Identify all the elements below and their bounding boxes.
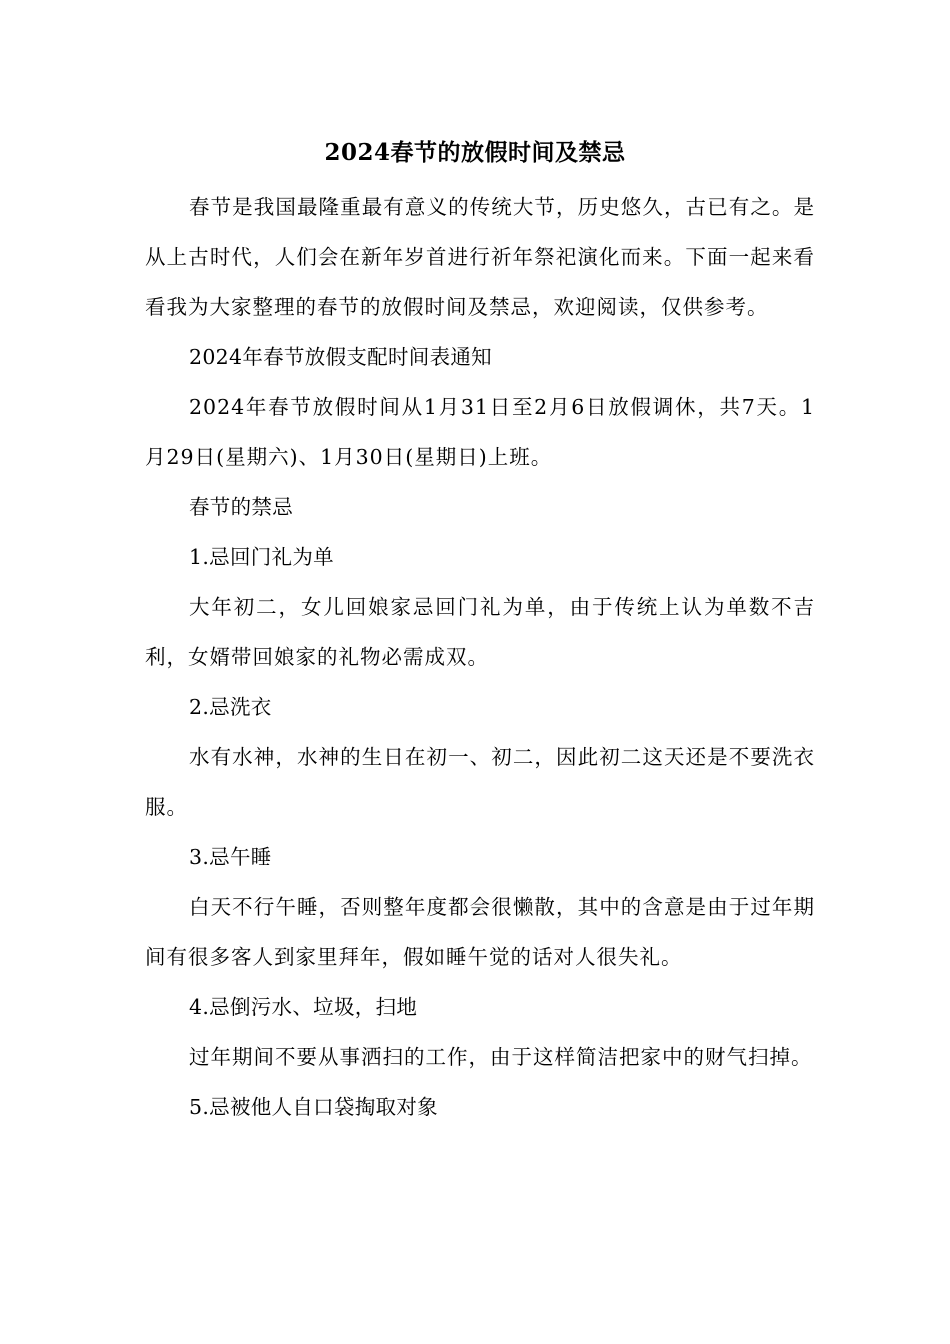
taboo-paragraph-3: 白天不行午睡，否则整年度都会很懒散，其中的含意是由于过年期间有很多客人到家里拜年，假如睡午觉的话对人很失礼。 — [145, 895, 815, 969]
section-heading-holiday-notice: 2024年春节放假支配时间表通知 — [189, 345, 492, 369]
taboo-heading-2: 2.忌洗衣 — [189, 695, 272, 719]
taboo-heading-3: 3.忌午睡 — [189, 845, 272, 869]
taboo-heading-5: 5.忌被他人自口袋掏取对象 — [189, 1095, 438, 1119]
document-body — [145, 182, 815, 1132]
document-title: 2024春节的放假时间及禁忌 — [324, 139, 626, 166]
section-heading-taboos: 春节的禁忌 — [189, 495, 293, 519]
taboo-paragraph-1: 大年初二，女儿回娘家忌回门礼为单，由于传统上认为单数不吉利，女婿带回娘家的礼物必需成双。 — [145, 595, 815, 669]
taboo-heading-4: 4.忌倒污水、垃圾，扫地 — [189, 995, 418, 1019]
taboo-heading-1: 1.忌回门礼为单 — [189, 545, 334, 569]
intro-paragraph: 春节是我国最隆重最有意义的传统大节，历史悠久，古已有之。是从上古时代，人们会在新年岁首进行祈年祭祀演化而来。下面一起来看看我为大家整理的春节的放假时间及禁忌，欢迎阅读，仅供参考。 — [145, 195, 815, 319]
taboo-paragraph-2: 水有水神，水神的生日在初一、初二，因此初二这天还是不要洗衣服。 — [145, 745, 815, 819]
taboo-paragraph-4: 过年期间不要从事洒扫的工作，由于这样简洁把家中的财气扫掉。 — [189, 1045, 813, 1069]
holiday-schedule-paragraph: 2024年春节放假时间从1月31日至2月6日放假调休，共7天。1月29日(星期六)、1月30日(星期日)上班。 — [145, 395, 815, 469]
